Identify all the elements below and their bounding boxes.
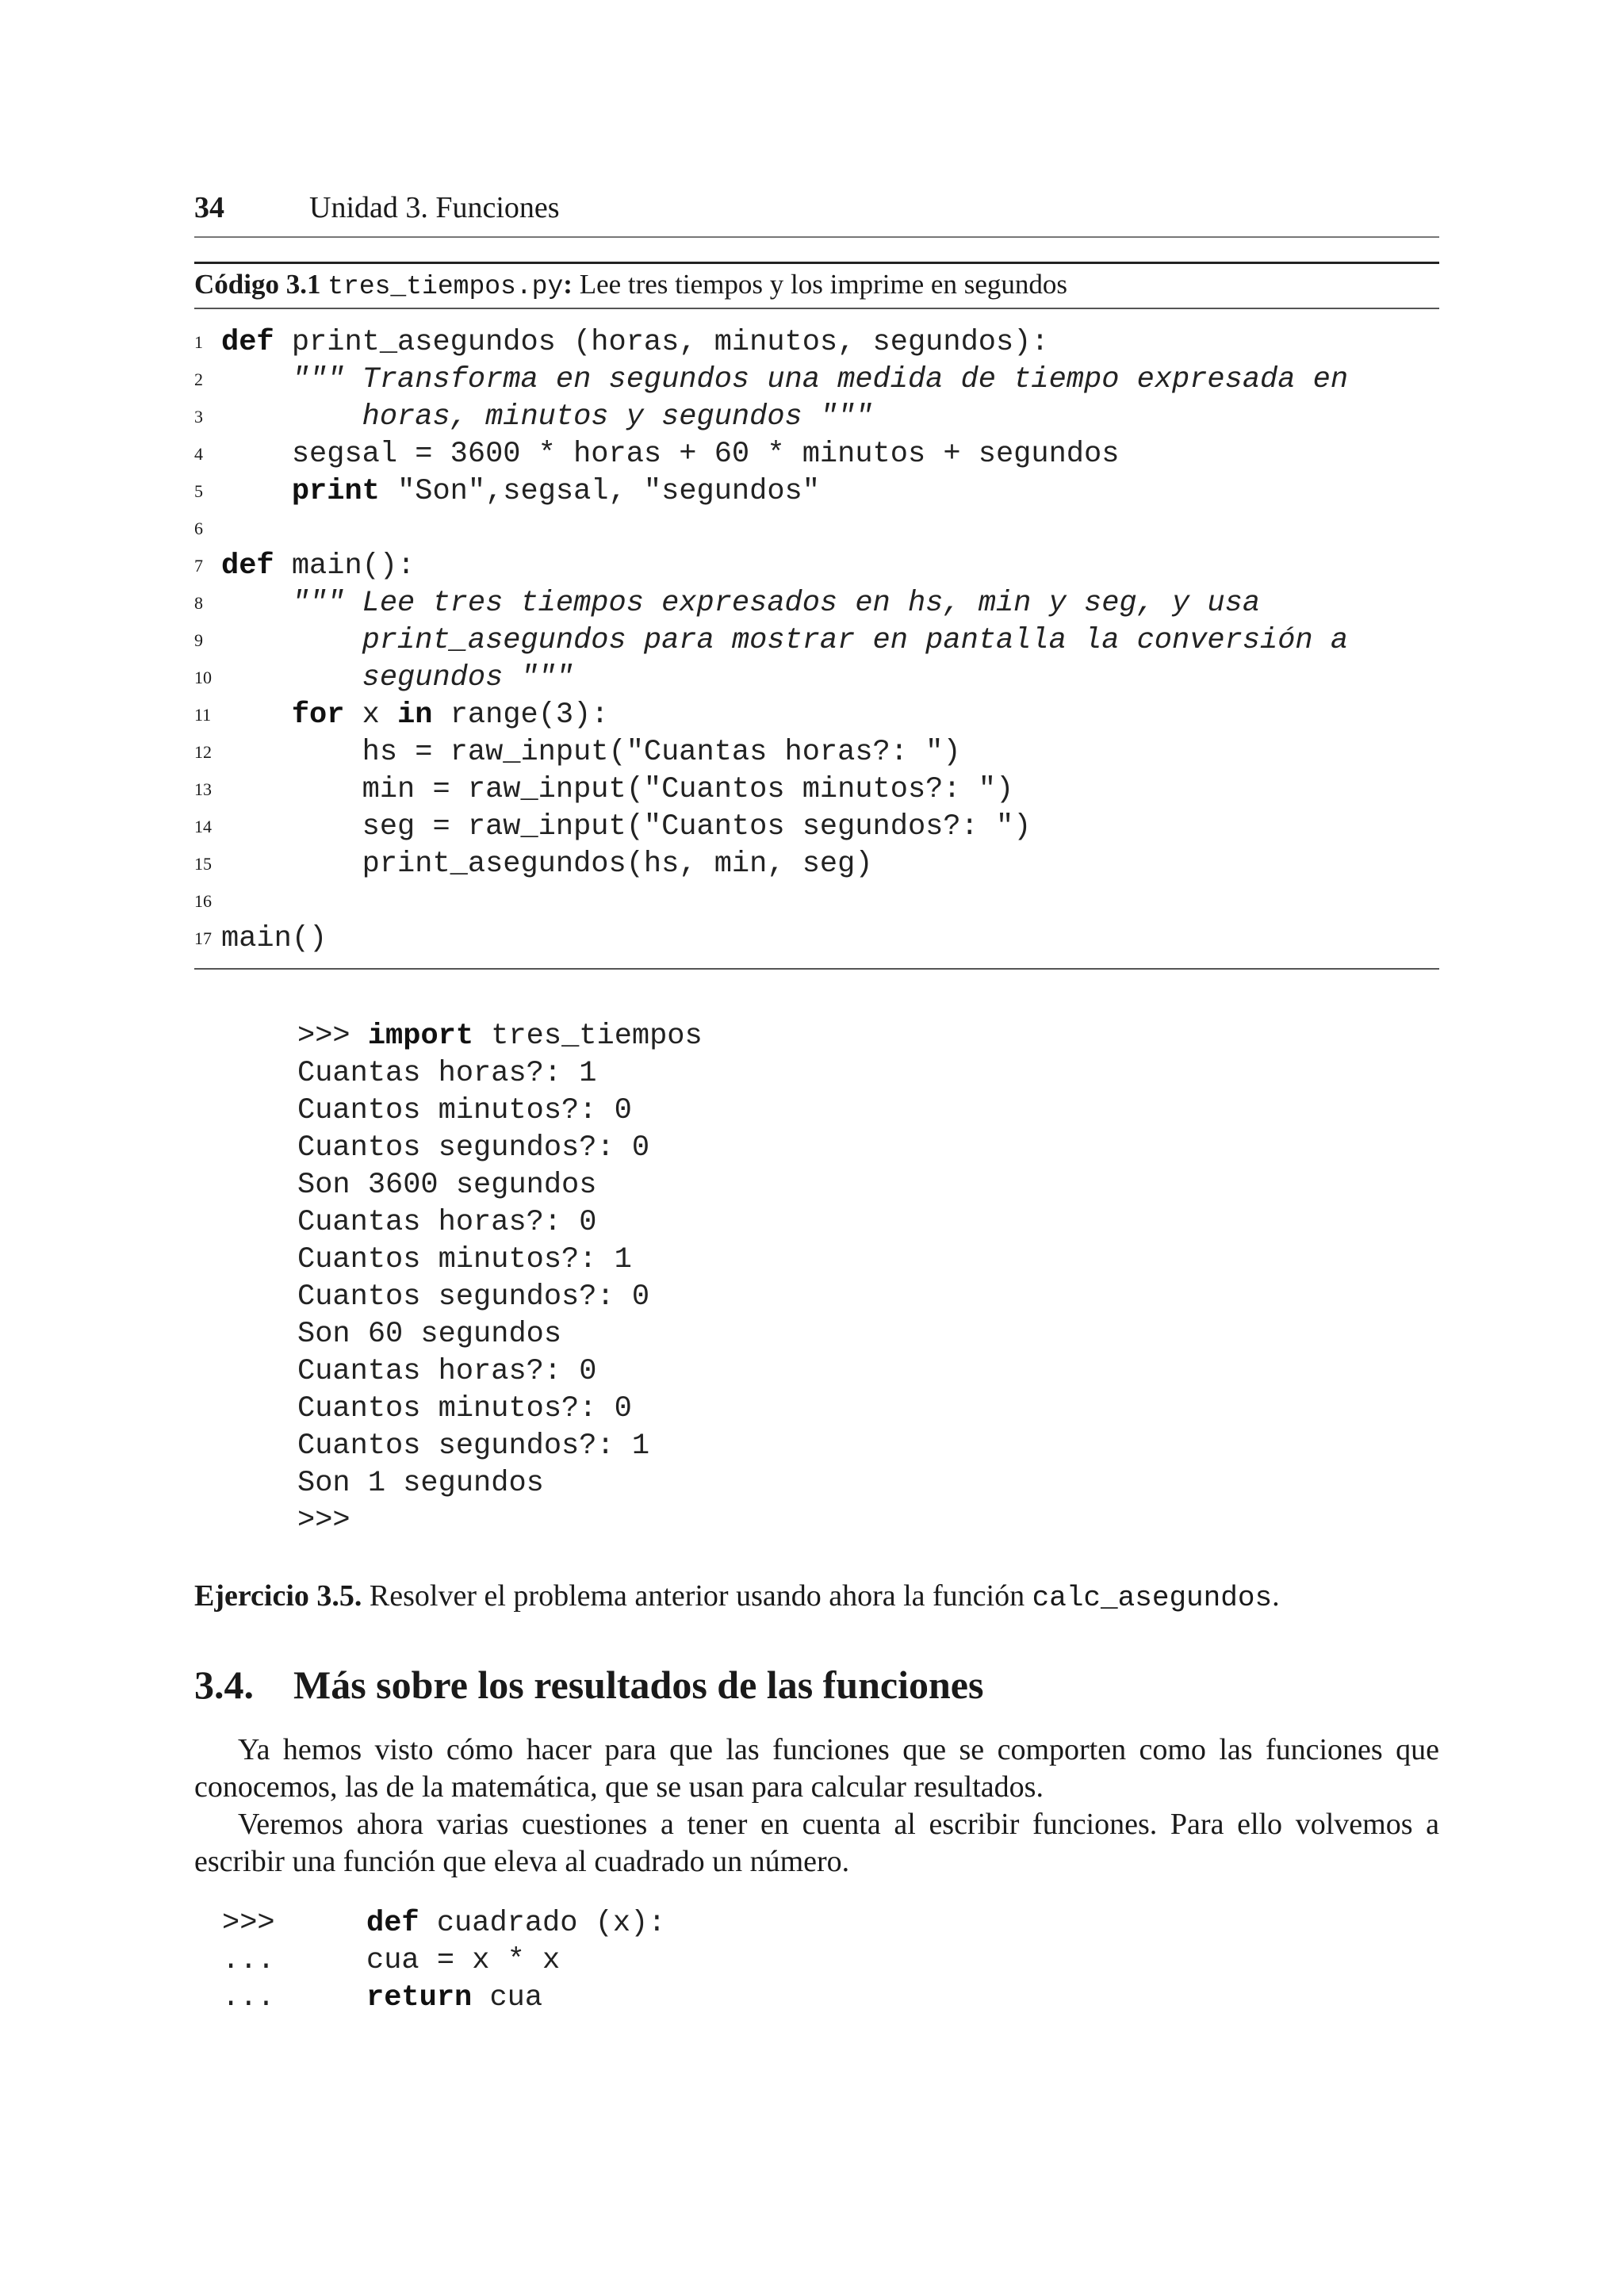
session-line: Son 1 segundos [297,1466,544,1500]
line-number: 7 [194,555,203,576]
session-line: Cuantos segundos?: 1 [297,1429,650,1463]
interpreter-session [297,1017,1439,1539]
line-number: 17 [194,928,212,948]
code-text [221,587,1260,620]
code-listing [194,323,1439,970]
listing-description: Lee tres tiempos y los imprime en segundos [572,269,1067,300]
code-text: main() [221,921,327,955]
keyword: def [221,325,274,359]
code-text: for x in range(3): [291,698,609,732]
keyword: import [367,1019,474,1053]
code-line [194,323,1439,361]
code-text: def print_asegundos (horas, minutos, segundos): [221,325,1049,359]
code-line: ... cua = x * x [222,1943,561,1977]
document-page [194,190,1439,2016]
keyword: return [366,1980,473,2015]
line-number: 15 [194,853,212,874]
code-line [194,882,1439,920]
prompt: ... [222,1943,275,1977]
session-line: Cuantos minutos?: 1 [297,1242,632,1276]
line-number: 4 [194,443,203,464]
code-text [221,624,1348,657]
code-line: >>> def cuadrado (x): [222,1906,666,1940]
running-head [194,190,1439,238]
listing-filename: tres_tiempos.py [327,272,564,301]
paragraph: Ya hemos visto cómo hacer para que las funciones que se comporten como las funciones que conocemos, las de la matemática, que se usan para calcular resultados. [194,1733,1439,1804]
code-text: print_asegundos(hs, min, seg) [362,847,873,881]
exercise-text: Resolver el problema anterior usando ahora la función [362,1579,1032,1613]
docstring: """ Transforma en segundos una medida de tiempo expresada en [291,362,1349,396]
line-number: 12 [194,741,212,762]
section-heading [194,1662,1439,1708]
session-line: Cuantas horas?: 0 [297,1205,597,1239]
prompt: ... [222,1980,275,2015]
session-line: Son 3600 segundos [297,1168,597,1202]
code-line [194,659,1439,696]
code-line [194,771,1439,808]
session-line: >>> import tres_tiempos [297,1019,703,1053]
code-text: print "Son",segsal, "segundos" [291,474,820,508]
session-line: Cuantos minutos?: 0 [297,1093,632,1127]
session-line: Cuantos segundos?: 0 [297,1280,650,1314]
keyword: def [366,1906,419,1940]
code-line [194,920,1439,957]
code-line [194,845,1439,882]
listing-caption: Código 3.1 tres_tiempos.py: Lee tres tiempos y los imprime en segundos [194,262,1439,309]
code-text: min = raw_input("Cuantos minutos?: ") [362,772,1014,806]
session-line: Cuantos minutos?: 0 [297,1391,632,1425]
docstring: segundos """ [362,660,574,695]
keyword: in [397,698,433,732]
exercise-label: Ejercicio 3.5. [194,1579,362,1613]
paragraph: Veremos ahora varias cuestiones a tener en cuenta al escribir funciones. Para ello volvemos a escribir una función que eleva al cuadrado un número. [194,1808,1439,1878]
session-line: >>> [297,1503,350,1537]
code-line [194,361,1439,398]
line-number: 10 [194,667,212,687]
code-line [194,808,1439,845]
code-text [221,661,573,695]
line-number: 5 [194,480,203,501]
line-number: 14 [194,816,212,836]
code-line [194,435,1439,473]
code-line [194,696,1439,733]
line-number: 11 [194,704,212,725]
docstring: print_asegundos para mostrar en pantalla la conversión a [362,623,1349,657]
exercise [194,1578,1439,1614]
prompt: >>> [222,1906,275,1940]
keyword: for [291,698,345,732]
line-number: 3 [194,406,203,427]
section-number: 3.4. [194,1663,254,1707]
chapter-title: Unidad 3. Funciones [309,191,560,224]
line-number: 8 [194,592,203,613]
short-code-example [222,1904,1439,2016]
code-text: def main(): [221,549,416,583]
line-number: 13 [194,779,212,799]
code-line [194,547,1439,584]
code-text: hs = raw_input("Cuantas horas?: ") [362,735,961,769]
docstring: horas, minutos y segundos """ [362,400,873,434]
line-number: 9 [194,629,203,650]
docstring: """ Lee tres tiempos expresados en hs, min y seg, y usa [291,586,1261,620]
line-number: 16 [194,890,212,911]
session-line: Cuantas horas?: 0 [297,1354,597,1388]
code-line: ... return cua [222,1980,543,2015]
page-number: 34 [194,191,224,224]
listing-label: Código 3.1 [194,269,321,300]
keyword: print [291,474,380,508]
code-line [194,622,1439,659]
code-line [194,473,1439,510]
code-line [194,584,1439,622]
code-line [194,398,1439,435]
keyword: def [221,549,274,583]
line-number: 6 [194,518,203,538]
exercise-end: . [1272,1579,1280,1613]
session-line: Son 60 segundos [297,1317,562,1351]
section-title: Más sobre los resultados de las funciones [293,1663,984,1707]
line-number: 2 [194,369,203,389]
code-text: seg = raw_input("Cuantos segundos?: ") [362,809,1032,844]
session-line: Cuantos segundos?: 0 [297,1131,650,1165]
exercise-code: calc_asegundos [1032,1582,1273,1614]
session-line: Cuantas horas?: 1 [297,1056,597,1090]
code-line [194,510,1439,547]
code-text: segsal = 3600 * horas + 60 * minutos + segundos [291,437,1120,471]
line-number: 1 [194,331,203,352]
code-text [221,363,1348,396]
code-text [221,400,873,434]
code-line [194,733,1439,771]
